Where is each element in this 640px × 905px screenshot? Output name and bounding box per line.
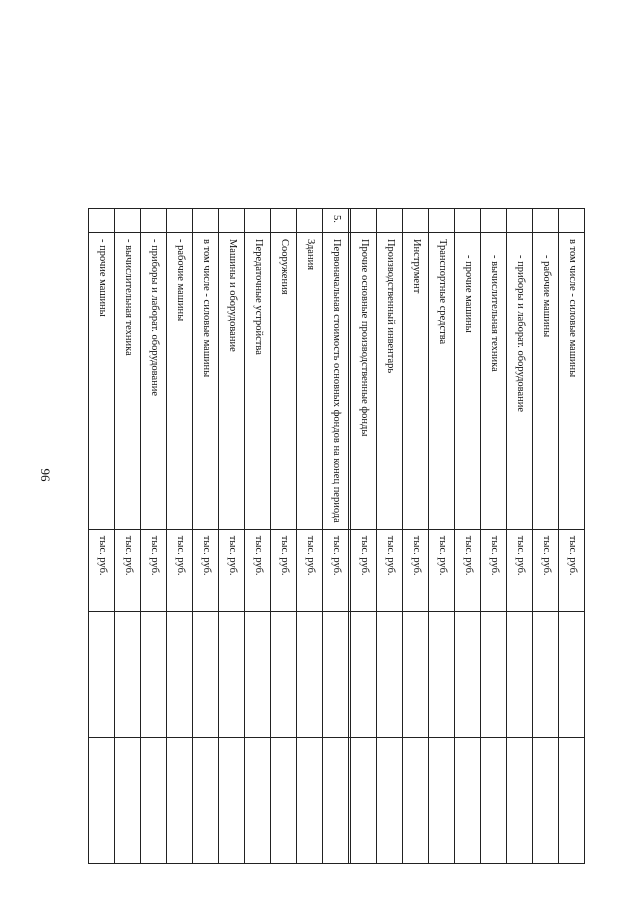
row-value-cell	[89, 737, 115, 863]
row-unit-cell: тыс. руб.	[192, 529, 218, 611]
row-value-cell	[192, 737, 218, 863]
row-name-cell: в том числе - силовые машины	[192, 232, 218, 529]
row-name-cell: - рабочие машины	[167, 232, 193, 529]
row-name-cell: Прочие основные производственные фонды	[351, 232, 377, 529]
row-value-cell	[296, 611, 322, 737]
row-value-cell	[244, 611, 270, 737]
table-row	[115, 209, 141, 864]
row-name-cell: Инструмент	[403, 232, 429, 529]
table-row	[244, 209, 270, 864]
row-number-cell	[270, 209, 296, 233]
row-value-cell	[322, 737, 348, 863]
row-number-cell: 5.	[322, 209, 348, 233]
row-value-cell	[481, 611, 507, 737]
row-name-cell: Машины и оборудование	[218, 232, 244, 529]
table-row	[348, 209, 350, 864]
row-number-cell	[348, 209, 350, 233]
table-row	[481, 209, 507, 864]
row-value-cell	[322, 611, 348, 737]
table-row	[270, 209, 296, 864]
row-number-cell	[244, 209, 270, 233]
row-unit-cell: тыс. руб.	[244, 529, 270, 611]
row-unit-cell: тыс. руб.	[115, 529, 141, 611]
row-number-cell	[115, 209, 141, 233]
row-value-cell	[507, 737, 533, 863]
row-unit-cell: тыс. руб.	[507, 529, 533, 611]
row-unit-cell: тыс. руб.	[89, 529, 115, 611]
table-row	[533, 209, 559, 864]
row-value-cell	[403, 737, 429, 863]
row-number-cell	[218, 209, 244, 233]
row-name-cell: - рабочие машины	[533, 232, 559, 529]
row-value-cell	[141, 611, 167, 737]
row-name-cell: Передаточные устройства	[244, 232, 270, 529]
row-name-cell: - приборы и лаборат. оборудование	[141, 232, 167, 529]
row-name-cell: Производственный инвентарь	[377, 232, 403, 529]
row-unit-cell: тыс. руб.	[559, 529, 585, 611]
row-value-cell	[455, 737, 481, 863]
row-value-cell	[115, 611, 141, 737]
row-value-cell	[429, 611, 455, 737]
row-number-cell	[377, 209, 403, 233]
table-row	[167, 209, 193, 864]
table-body	[89, 209, 585, 864]
row-number-cell	[89, 209, 115, 233]
row-value-cell	[167, 611, 193, 737]
row-value-cell	[141, 737, 167, 863]
row-unit-cell: тыс. руб.	[322, 529, 348, 611]
row-number-cell	[481, 209, 507, 233]
row-value-cell	[351, 611, 377, 737]
table-row	[296, 209, 322, 864]
row-unit-cell: тыс. руб.	[296, 529, 322, 611]
row-value-cell	[348, 737, 350, 863]
row-number-cell	[429, 209, 455, 233]
row-unit-cell	[348, 529, 350, 611]
row-number-cell	[351, 209, 377, 233]
table-row	[322, 209, 348, 864]
row-number-cell	[167, 209, 193, 233]
table-row	[403, 209, 429, 864]
table-row	[455, 209, 481, 864]
row-value-cell	[455, 611, 481, 737]
row-value-cell	[348, 611, 350, 737]
row-unit-cell: тыс. руб.	[377, 529, 403, 611]
row-name-cell: - вычислительная техника	[481, 232, 507, 529]
row-unit-cell: тыс. руб.	[481, 529, 507, 611]
row-value-cell	[89, 611, 115, 737]
row-name-cell: в том числе - силовые машины	[559, 232, 585, 529]
row-value-cell	[533, 737, 559, 863]
row-unit-cell: тыс. руб.	[218, 529, 244, 611]
row-name-cell	[348, 232, 350, 529]
row-value-cell	[377, 611, 403, 737]
row-value-cell	[270, 737, 296, 863]
row-unit-cell: тыс. руб.	[455, 529, 481, 611]
row-number-cell	[533, 209, 559, 233]
table-row	[559, 209, 585, 864]
row-unit-cell: тыс. руб.	[167, 529, 193, 611]
row-value-cell	[533, 611, 559, 737]
row-number-cell	[296, 209, 322, 233]
row-value-cell	[481, 737, 507, 863]
table-row	[351, 209, 377, 864]
table-row	[507, 209, 533, 864]
row-name-cell: Первоначальная стоимость основных фондов на конец периода	[322, 232, 348, 529]
row-value-cell	[218, 611, 244, 737]
row-unit-cell: тыс. руб.	[533, 529, 559, 611]
table-row	[377, 209, 403, 864]
row-number-cell	[559, 209, 585, 233]
row-value-cell	[244, 737, 270, 863]
row-value-cell	[559, 737, 585, 863]
row-number-cell	[403, 209, 429, 233]
row-value-cell	[559, 611, 585, 737]
row-name-cell: Транспортные средства	[429, 232, 455, 529]
row-name-cell: - прочие машины	[89, 232, 115, 529]
row-number-cell	[141, 209, 167, 233]
row-number-cell	[507, 209, 533, 233]
row-name-cell: - вычислительная техника	[115, 232, 141, 529]
row-unit-cell: тыс. руб.	[429, 529, 455, 611]
row-unit-cell: тыс. руб.	[141, 529, 167, 611]
row-value-cell	[115, 737, 141, 863]
row-unit-cell: тыс. руб.	[403, 529, 429, 611]
row-name-cell: - прочие машины	[455, 232, 481, 529]
row-number-cell	[455, 209, 481, 233]
table-row	[89, 209, 115, 864]
row-value-cell	[377, 737, 403, 863]
row-value-cell	[296, 737, 322, 863]
row-value-cell	[270, 611, 296, 737]
row-value-cell	[351, 737, 377, 863]
row-name-cell: Сооружения	[270, 232, 296, 529]
row-value-cell	[507, 611, 533, 737]
row-value-cell	[167, 737, 193, 863]
row-unit-cell: тыс. руб.	[351, 529, 377, 611]
table-row	[218, 209, 244, 864]
row-value-cell	[403, 611, 429, 737]
row-name-cell: - приборы и лаборат. оборудование	[507, 232, 533, 529]
table-row	[192, 209, 218, 864]
row-value-cell	[218, 737, 244, 863]
row-unit-cell: тыс. руб.	[270, 529, 296, 611]
table-row	[429, 209, 455, 864]
row-value-cell	[192, 611, 218, 737]
fixed-assets-table	[88, 208, 585, 864]
row-value-cell	[429, 737, 455, 863]
row-name-cell: Здания	[296, 232, 322, 529]
table-row	[141, 209, 167, 864]
table-container	[88, 208, 585, 864]
page-number: 96	[38, 468, 53, 482]
row-number-cell	[192, 209, 218, 233]
